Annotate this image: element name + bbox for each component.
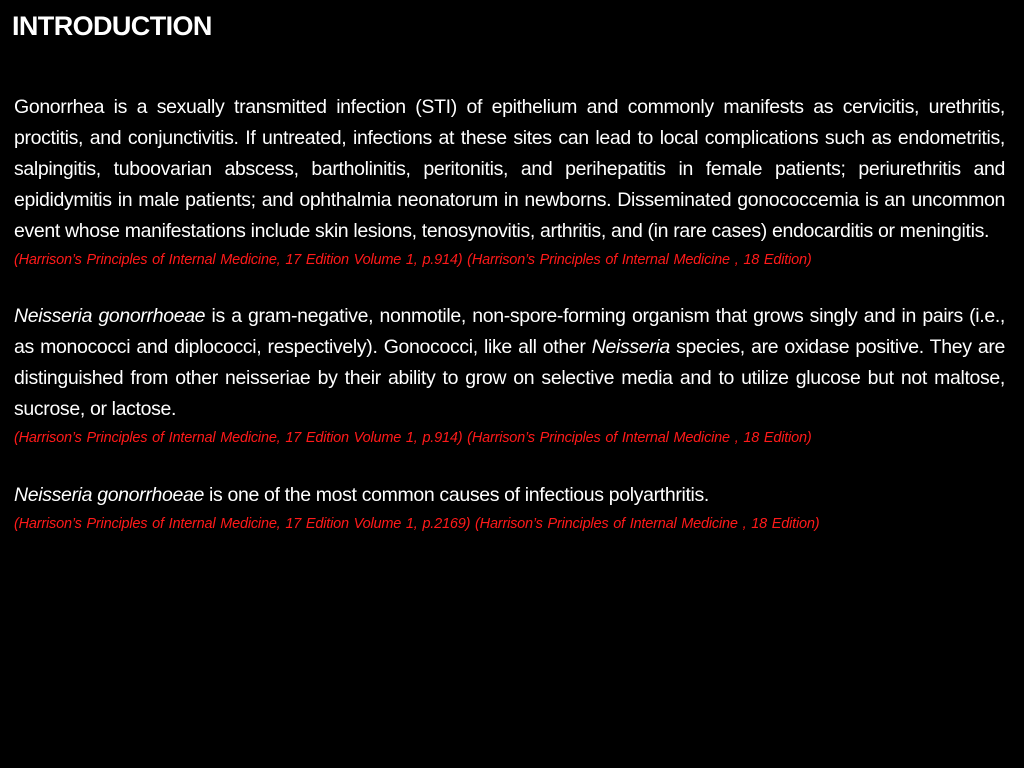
intro-block-gonorrhea [14, 92, 1005, 271]
paragraph-text: Gonorrhea is a sexually transmitted infection (STI) of epithelium and commonly manifests as cervicitis, urethritis, proctitis, and conjunctivitis. If untreated, infections at these sites can lead to local complications such as endometritis, salpingitis, tuboovarian abscess, bartholinitis, peritonitis, and perihepatitis in female patients; periurethritis and epididymitis in male patients; and ophthalmia neonatorum in newborns. Disseminated gonococcemia is an uncommon event whose manifestations include skin lesions, tenosynovitis, arthritis, and (in rare cases) endocarditis or meningitis. [14, 96, 1005, 242]
paragraph-gonorrhea-overview [14, 92, 1005, 247]
intro-block-organism [14, 301, 1005, 449]
organism-name: Neisseria gonorrhoeae [14, 484, 204, 506]
slide-title: INTRODUCTION [12, 11, 212, 41]
paragraph-polyarthritis [14, 480, 1005, 511]
organism-name: Neisseria gonorrhoeae [14, 305, 206, 327]
paragraph-text: is a gram-negative, nonmotile, non-spore-forming organism that grows singly and in pairs (i.e., as monococci and diplococci, respectively). Gonococci, like all other [14, 305, 1005, 358]
citation-harrison: (Harrison’s Principles of Internal Medicine, 17 Edition Volume 1, p.2169) (Harrison’s Principles of Internal Medicine , 18 Edition) [14, 516, 820, 532]
paragraph-text: is one of the most common causes of infectious polyarthritis. [203, 484, 709, 506]
citation-harrison: (Harrison’s Principles of Internal Medicine, 17 Edition Volume 1, p.914) (Harrison’s Principles of Internal Medicine , 18 Edition) [14, 252, 812, 268]
paragraph-text: species, are oxidase positive. They are distinguished from other neisseriae by their ability to grow on selective media and to utilize glucose but not maltose, sucrose, or lactose. [14, 336, 1005, 420]
intro-block-polyarthritis [14, 480, 1005, 535]
citation-harrison: (Harrison’s Principles of Internal Medicine, 17 Edition Volume 1, p.914) (Harrison’s Principles of Internal Medicine , 18 Edition) [14, 430, 812, 446]
slide-content [14, 92, 1005, 535]
paragraph-organism-description [14, 301, 1005, 425]
genus-name: Neisseria [591, 336, 670, 358]
